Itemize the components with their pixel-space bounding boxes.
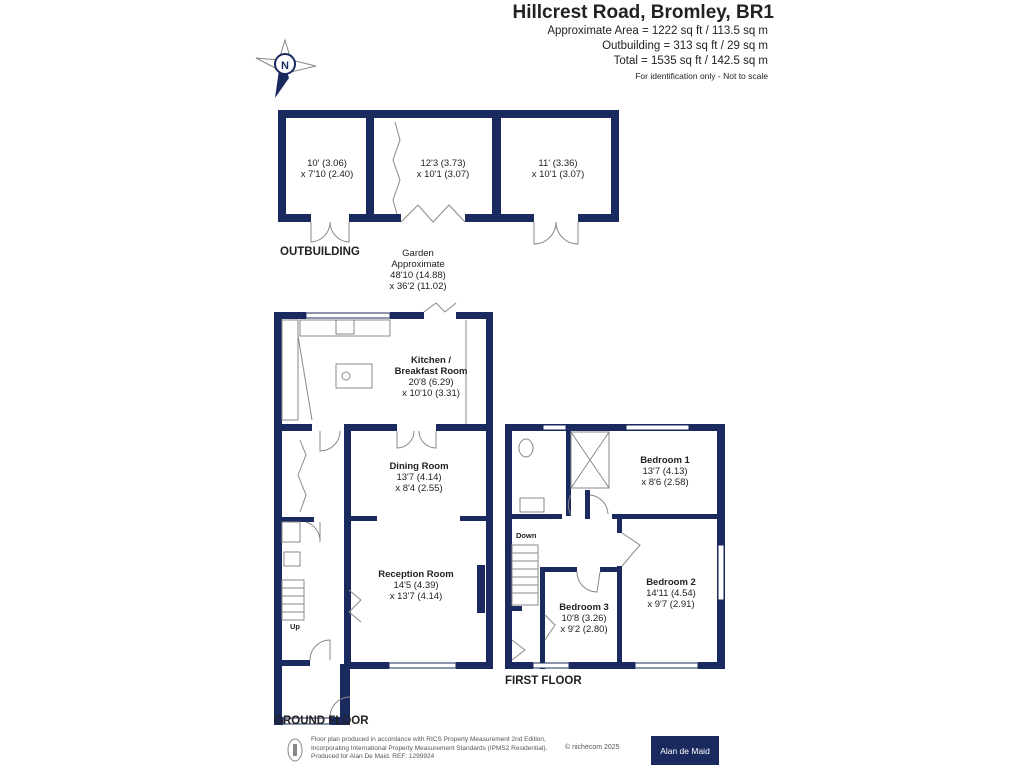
room-dimension: x 10'10 (3.31) (402, 388, 460, 399)
room-name: Reception Room (378, 569, 454, 580)
room-name: Breakfast Room (394, 366, 468, 377)
room-name: Bedroom 1 (640, 455, 690, 466)
compass-icon (256, 40, 316, 98)
room-dimension: x 8'4 (2.55) (395, 483, 443, 494)
area-line-total: Total = 1535 sq ft / 142.5 sq m (613, 55, 768, 67)
rics-logo-icon (287, 738, 303, 762)
outbuilding-label: OUTBUILDING (280, 246, 360, 258)
room-dimension: 13'7 (4.13) (642, 466, 688, 477)
room-name: Dining Room (389, 461, 449, 472)
garden-dimension: 48'10 (14.88) (390, 270, 446, 281)
room-dimension: 12'3 (3.73) (420, 158, 466, 169)
footer-line: Floor plan produced in accordance with RICS Property Measurement 2nd Edition, (311, 736, 546, 743)
copyright: © nichecom 2025 (565, 744, 620, 751)
room-dimension: 20'8 (6.29) (408, 377, 454, 388)
room-dimension: x 13'7 (4.14) (389, 591, 443, 602)
room-dimension: x 7'10 (2.40) (300, 169, 354, 180)
ground-floor-label: GROUND FLOOR (274, 715, 369, 727)
room-name: Kitchen / (410, 355, 452, 366)
footer-line: Produced for Alan De Maid. REF: 1299924 (311, 753, 435, 760)
room-name: Bedroom 2 (646, 577, 696, 588)
stairs-down-label: Down (516, 531, 537, 540)
room-dimension: 10' (3.06) (307, 158, 347, 169)
room-dimension: x 9'2 (2.80) (560, 624, 608, 635)
stairs-up-label: Up (290, 622, 300, 631)
kitchen-label (388, 355, 474, 399)
room-dimension: x 9'7 (2.91) (647, 599, 695, 610)
garden-name: Garden (402, 248, 434, 259)
reception-room-label (376, 569, 456, 602)
room-dimension: 14'5 (4.39) (393, 580, 439, 591)
room-dimension: 13'7 (4.14) (396, 472, 442, 483)
plan-title: Hillcrest Road, Bromley, BR1 (512, 2, 774, 23)
garden-label (378, 248, 458, 292)
room-dimension: x 10'1 (3.07) (531, 169, 585, 180)
outbuilding-room-1-label (296, 158, 358, 180)
dining-room-label (384, 461, 454, 494)
brand-logo: Alan de Maid (651, 736, 719, 765)
bedroom-3-label (551, 602, 617, 635)
room-dimension: x 8'6 (2.58) (641, 477, 689, 488)
walls (274, 110, 725, 725)
room-dimension: 14'11 (4.54) (646, 588, 696, 599)
footer-line: Incorporating International Property Measurement Standards (IPMS2 Residential). (311, 744, 548, 752)
room-name: Bedroom 3 (559, 602, 609, 613)
garden-dimension: x 36'2 (11.02) (389, 281, 447, 292)
scale-disclaimer: For identification only - Not to scale (635, 71, 768, 81)
room-dimension: 10'8 (3.26) (561, 613, 607, 624)
outbuilding-room-3-label (527, 158, 589, 180)
area-line-outbuilding: Outbuilding = 313 sq ft / 29 sq m (602, 40, 768, 52)
room-dimension: x 10'1 (3.07) (416, 169, 470, 180)
first-floor-label: FIRST FLOOR (505, 675, 582, 687)
outbuilding-room-2-label (412, 158, 474, 180)
area-line-approx: Approximate Area = 1222 sq ft / 113.5 sq m (547, 25, 768, 37)
room-dimension: 11' (3.36) (538, 158, 578, 169)
bedroom-1-label (630, 455, 700, 488)
bedroom-2-label (636, 577, 706, 610)
footer-notes (311, 736, 547, 762)
compass-n-label: N (281, 60, 289, 72)
area-summary (547, 24, 768, 83)
garden-approx: Approximate (391, 259, 445, 270)
